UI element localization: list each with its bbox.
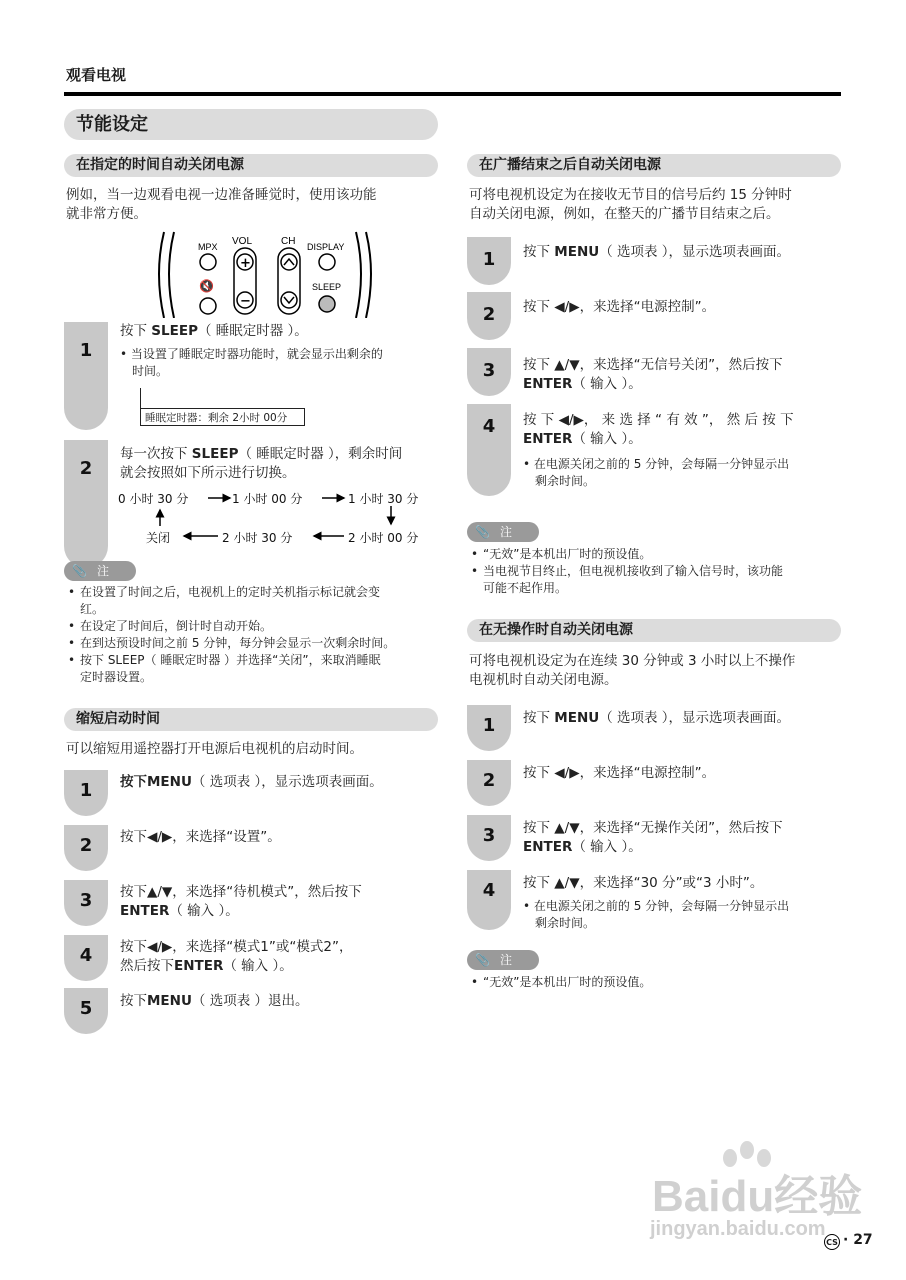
chapter-title: 观看电视 [66,66,127,84]
step-text: 按下◀/▶，来选择“模式1”或“模式2”， 然后按下ENTER（ 输入 ）。 [120,939,353,974]
step-number: 4 [64,935,108,981]
step-number: 4 [467,404,511,496]
seq-2h30: 2 小时 30 分 [222,531,293,545]
watermark-brand: Baidu经验 [652,1172,863,1221]
step-text: 按下MENU（ 选项表 ）退出。 [120,993,309,1009]
vol-label: VOL [232,236,253,247]
section-title-no-operation: 在无操作时自动关闭电源 [467,619,841,642]
section-intro-broadcast-end: 可将电视机设定为在接收无节目的信号后约 15 分钟时 自动关闭电源，例如，在整天的广播节目结束之后。 [469,187,792,222]
mute-button [200,298,216,314]
note-badge: 📎 注 [467,950,539,970]
sleep-timer-display: 睡眠定时器：剩余 2小时 00分 [140,408,305,426]
paw-icon [712,1140,782,1172]
step-text: 按下◀/▶，来选择“设置”。 [120,829,281,845]
display-button [319,254,335,270]
step-text: 按下 ▲/▼，来选择“无信号关闭”，然后按下 ENTER（ 输入 ）。 [523,357,783,392]
step-number: 1 [64,770,108,816]
step-number: 2 [467,292,511,340]
section-intro-no-operation: 可将电视机设定为在连续 30 分钟或 3 小时以上不操作 电视机时自动关闭电源。 [469,653,796,688]
seq-2h00: 2 小时 00 分 [348,531,419,545]
paperclip-icon: 📎 [72,564,87,578]
step-text: 按下 MENU（ 选项表 ），显示选项表画面。 [523,710,791,726]
seq-1h30: 1 小时 30 分 [348,492,419,506]
sleep-label: SLEEP [312,282,342,292]
step-number: 3 [467,815,511,861]
section-intro-quick-start: 可以缩短用遥控器打开电源后电视机的启动时间。 [66,741,363,757]
chapter-rule [64,92,841,96]
note-item: • 当电视节目终止，但电视机接收到了输入信号时，该功能 可能不起作用。 [469,563,841,597]
ch-down-icon [284,297,294,303]
step-number: 1 [467,705,511,751]
mpx-label: MPX [198,242,218,252]
note-item: • 在设置了时间之后，电视机上的定时关机指示标记就会变 红。 [66,584,438,618]
section-title-quick-start: 缩短启动时间 [64,708,438,731]
step-text: 按下 SLEEP（ 睡眠定时器 ）。 [120,323,308,339]
note-item: • 按下 SLEEP（ 睡眠定时器 ）并选择“关闭”，来取消睡眠 定时器设置。 [66,652,438,686]
mpx-button [200,254,216,270]
watermark-url: jingyan.baidu.com [650,1218,826,1240]
callout-line [140,388,141,410]
step-text: 按下 ▲/▼，来选择“无操作关闭”，然后按下 ENTER（ 输入 ）。 [523,820,783,855]
cs-badge: CS [824,1234,840,1250]
step-number: 2 [64,825,108,871]
step-number: 2 [467,760,511,806]
step-number: 5 [64,988,108,1034]
step-text: 每一次按下 SLEEP（ 睡眠定时器 ），剩余时间 就会按照如下所示进行切换。 [120,446,403,481]
intro-line: 例如，当一边观看电视一边准备睡觉时，使用该功能 [66,187,377,203]
step-text: 按下MENU（ 选项表 ），显示选项表画面。 [120,774,383,790]
page-title: 节能设定 [64,109,438,140]
notes-list [469,974,841,991]
step-text: 按下 ▲/▼，来选择“30 分”或“3 小时”。 [523,875,764,891]
vol-up-icon: + [240,256,251,271]
section-title-broadcast-end: 在广播结束之后自动关闭电源 [467,154,841,177]
note-badge: 📎 注 [467,522,539,542]
step-number: 3 [64,880,108,926]
step-bullet: • 在电源关闭之前的 5 分钟，会每隔一分钟显示出 剩余时间。 [523,899,790,930]
step-number: 4 [467,870,511,930]
page-number: · 27 [843,1232,873,1248]
note-badge: 📎 注 [64,561,136,581]
note-item: • 在设定了时间后，倒计时自动开始。 [66,618,438,635]
sleep-button [319,296,335,312]
ch-up-icon [284,259,294,265]
paperclip-icon: 📎 [475,525,490,539]
seq-off: 关闭 [146,531,171,545]
note-item: • “无效”是本机出厂时的预设值。 [469,974,841,991]
step-bullet: • 当设置了睡眠定时器功能时，就会显示出剩余的 时间。 [120,347,383,378]
ch-label: CH [281,236,296,247]
notes-list [66,584,438,686]
intro-line: 就非常方便。 [66,206,147,222]
step-number: 1 [64,322,108,430]
section-title-sleep-timer: 在指定的时间自动关闭电源 [64,154,438,177]
step-text: 按下 ◀/▶，来选择“电源控制”。 [523,765,716,781]
step-number: 1 [467,237,511,285]
step-text: 按下▲/▼，来选择“待机模式”，然后按下 ENTER（ 输入 ）。 [120,884,362,919]
step-text: 按下 MENU（ 选项表 ），显示选项表画面。 [523,244,791,260]
note-item: • 在到达预设时间之前 5 分钟，每分钟会显示一次剩余时间。 [66,635,438,652]
paperclip-icon: 📎 [475,953,490,967]
notes-list [469,546,841,597]
section-intro-sleep-timer [66,186,438,224]
display-label: DISPLAY [307,242,345,252]
remote-illustration [150,228,380,318]
step-number: 2 [64,440,108,568]
step-text: 按下 ◀/▶，来选择“电源控制”。 [523,299,716,315]
sequence-arrows [110,488,440,548]
seq-1h00: 1 小时 00 分 [232,492,303,506]
step-text: 按 下 ◀/▶， 来 选 择 “ 有 效 ”， 然 后 按 下 ENTER（ 输入 ）。 [523,412,794,447]
step-bullet: • 在电源关闭之前的 5 分钟，会每隔一分钟显示出 剩余时间。 [523,457,790,488]
vol-down-icon: − [240,294,251,309]
note-item: • “无效”是本机出厂时的预设值。 [469,546,841,563]
mute-icon: 🔇 [199,279,214,293]
step-number: 3 [467,348,511,396]
seq-0h30: 0 小时 30 分 [118,492,189,506]
